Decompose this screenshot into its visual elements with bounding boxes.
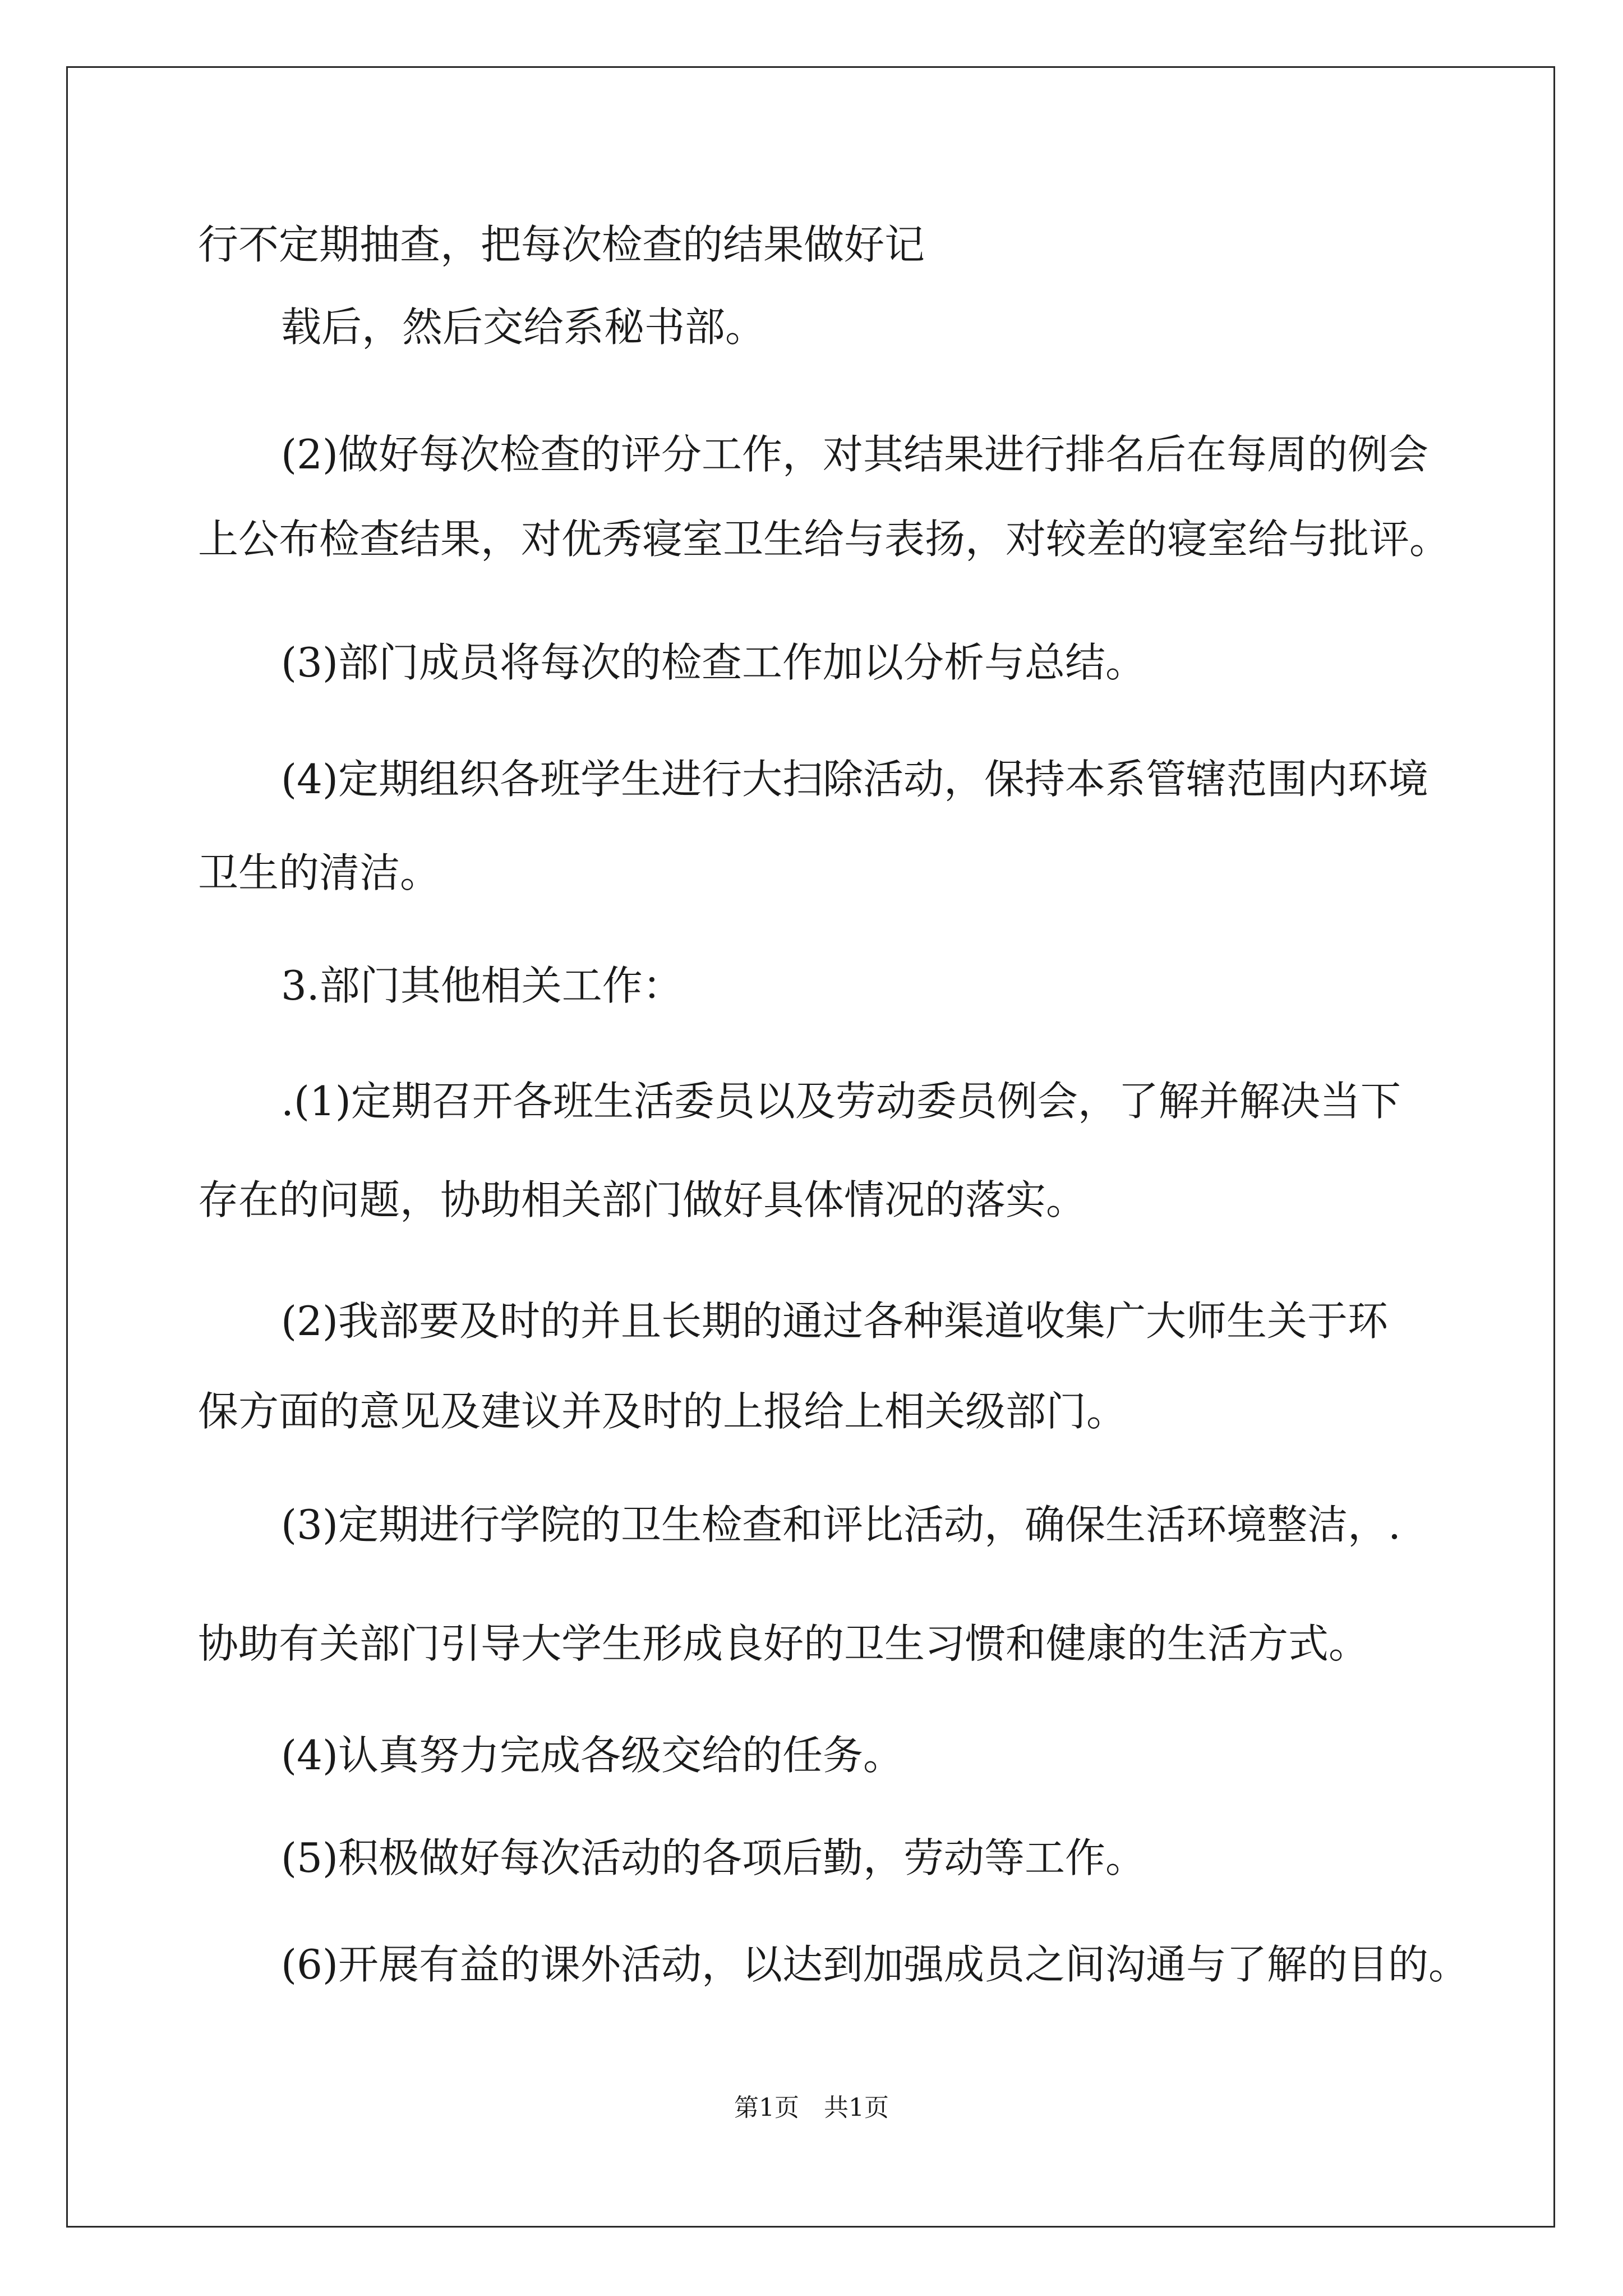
text-line: 上公布检查结果，对优秀寝室卫生给与表扬，对较差的寝室给与批评。 xyxy=(198,516,1450,563)
text-line: 存在的问题，协助相关部门做好具体情况的落实。 xyxy=(198,1176,1087,1223)
text-line: (2)我部要及时的并且长期的通过各种渠道收集广大师生关于环 xyxy=(281,1297,1388,1345)
text-line: .(1)定期召开各班生活委员以及劳动委员例会，了解并解决当下 xyxy=(281,1078,1401,1125)
text-line: (5)积极做好每次活动的各项后勤，劳动等工作。 xyxy=(281,1834,1146,1881)
page-border xyxy=(66,66,1555,2228)
text-line: 行不定期抽查，把每次检查的结果做好记 xyxy=(198,221,925,268)
page-number-footer: 第1页 共1页 xyxy=(734,2093,889,2122)
text-line: (6)开展有益的课外活动，以达到加强成员之间沟通与了解的目的。 xyxy=(281,1941,1469,1988)
text-line: 协助有关部门引导大学生形成良好的卫生习惯和健康的生活方式。 xyxy=(198,1620,1370,1667)
text-line: (2)做好每次检查的评分工作，对其结果进行排名后在每周的例会 xyxy=(281,431,1428,478)
text-line: 载后，然后交给系秘书部。 xyxy=(281,303,766,351)
text-line: (3)部门成员将每次的检查工作加以分析与总结。 xyxy=(281,639,1146,686)
text-line: (4)定期组织各班学生进行大扫除活动，保持本系管辖范围内环境 xyxy=(281,756,1428,803)
text-line: 3.部门其他相关工作： xyxy=(281,962,683,1009)
text-line: 卫生的清洁。 xyxy=(198,849,441,896)
text-line: 保方面的意见及建议并及时的上报给上相关级部门。 xyxy=(198,1388,1127,1435)
text-line: (4)认真努力完成各级交给的任务。 xyxy=(281,1732,903,1779)
text-line: (3)定期进行学院的卫生检查和评比活动，确保生活环境整洁，. xyxy=(281,1501,1401,1548)
